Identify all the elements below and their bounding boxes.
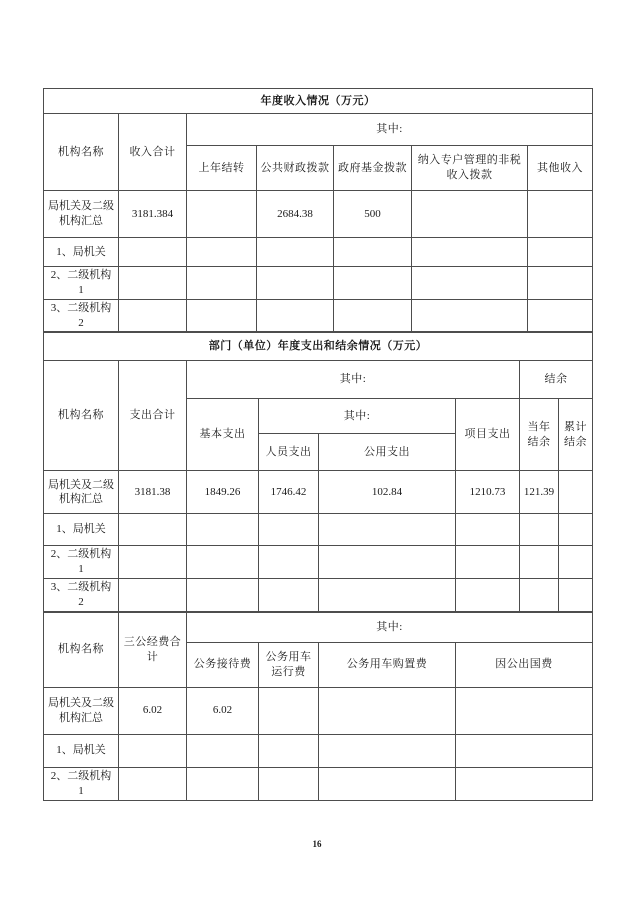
expense-table-title: 部门（单位）年度支出和结余情况（万元）	[44, 333, 593, 361]
data-cell	[259, 579, 319, 612]
data-cell	[119, 579, 187, 612]
three-public-header-vehicle-purchase: 公务用车购置费	[319, 642, 456, 687]
data-cell: 1746.42	[259, 471, 319, 514]
data-cell	[520, 514, 559, 546]
income-header-public-finance: 公共财政拨款	[257, 146, 334, 191]
data-cell	[259, 546, 319, 579]
data-cell	[187, 514, 259, 546]
data-cell	[528, 299, 593, 332]
data-cell: 121.39	[520, 471, 559, 514]
data-cell	[456, 767, 593, 800]
data-cell	[257, 238, 334, 267]
data-cell	[334, 267, 412, 300]
expense-table	[43, 332, 593, 611]
data-cell	[187, 767, 259, 800]
income-header-nontax: 纳入专户管理的非税收入拨款	[412, 146, 528, 191]
data-cell	[187, 734, 259, 767]
tables-container	[43, 88, 592, 801]
table-row	[44, 687, 593, 734]
data-cell	[187, 579, 259, 612]
data-cell	[559, 579, 593, 612]
data-cell	[259, 734, 319, 767]
data-cell	[119, 514, 187, 546]
data-cell	[119, 267, 187, 300]
data-cell	[528, 267, 593, 300]
three-public-table	[43, 612, 593, 801]
data-cell	[319, 767, 456, 800]
data-cell	[319, 734, 456, 767]
expense-header-among2: 其中:	[259, 399, 456, 434]
data-cell	[119, 546, 187, 579]
data-cell	[412, 191, 528, 238]
data-cell	[119, 299, 187, 332]
page-number: 16	[312, 839, 322, 849]
row-label: 2、二级机构 1	[44, 267, 119, 300]
three-public-header-among: 其中:	[187, 612, 593, 642]
row-label: 局机关及二级机构汇总	[44, 687, 119, 734]
row-label: 1、局机关	[44, 238, 119, 267]
expense-header-among: 其中:	[187, 361, 520, 399]
expense-header-project: 项目支出	[456, 399, 520, 471]
data-cell	[187, 546, 259, 579]
row-label: 局机关及二级机构汇总	[44, 471, 119, 514]
expense-header-public: 公用支出	[319, 434, 456, 471]
three-public-header-reception: 公务接待费	[187, 642, 259, 687]
data-cell	[456, 734, 593, 767]
data-cell: 3181.384	[119, 191, 187, 238]
row-label: 1、局机关	[44, 734, 119, 767]
data-cell: 6.02	[119, 687, 187, 734]
row-label: 3、二级机构 2	[44, 579, 119, 612]
data-cell	[257, 267, 334, 300]
data-cell	[319, 687, 456, 734]
table-row	[44, 579, 593, 612]
expense-header-total: 支出合计	[119, 361, 187, 471]
income-header-among: 其中:	[187, 114, 593, 146]
expense-header-cumulative-balance: 累计结余	[559, 399, 593, 471]
table-row	[44, 514, 593, 546]
data-cell	[334, 299, 412, 332]
data-cell	[456, 514, 520, 546]
data-cell	[334, 238, 412, 267]
table-row	[44, 767, 593, 800]
expense-header-basic: 基本支出	[187, 399, 259, 471]
data-cell	[412, 238, 528, 267]
data-cell	[187, 191, 257, 238]
three-public-header-total: 三公经费合计	[119, 612, 187, 687]
expense-header-balance: 结余	[520, 361, 593, 399]
three-public-header-org: 机构名称	[44, 612, 119, 687]
data-cell	[520, 546, 559, 579]
table-row	[44, 471, 593, 514]
data-cell	[520, 579, 559, 612]
data-cell	[259, 514, 319, 546]
data-cell	[119, 238, 187, 267]
income-header-other: 其他收入	[528, 146, 593, 191]
income-table-title: 年度收入情况（万元）	[44, 89, 593, 114]
data-cell: 1210.73	[456, 471, 520, 514]
table-row	[44, 238, 593, 267]
row-label: 2、二级机构 1	[44, 546, 119, 579]
data-cell	[187, 267, 257, 300]
data-cell	[319, 514, 456, 546]
table-row	[44, 299, 593, 332]
data-cell	[259, 687, 319, 734]
data-cell	[319, 579, 456, 612]
data-cell	[187, 238, 257, 267]
data-cell	[456, 687, 593, 734]
three-public-header-abroad: 因公出国费	[456, 642, 593, 687]
data-cell: 6.02	[187, 687, 259, 734]
data-cell: 1849.26	[187, 471, 259, 514]
three-public-header-vehicle-operation: 公务用车运行费	[259, 642, 319, 687]
row-label: 3、二级机构 2	[44, 299, 119, 332]
data-cell: 102.84	[319, 471, 456, 514]
income-header-org: 机构名称	[44, 114, 119, 191]
data-cell	[559, 514, 593, 546]
row-label: 1、局机关	[44, 514, 119, 546]
data-cell	[456, 579, 520, 612]
data-cell	[412, 299, 528, 332]
row-label: 局机关及二级机构汇总	[44, 191, 119, 238]
income-table	[43, 88, 593, 332]
data-cell	[119, 734, 187, 767]
data-cell: 500	[334, 191, 412, 238]
data-cell	[412, 267, 528, 300]
data-cell	[559, 546, 593, 579]
data-cell	[528, 191, 593, 238]
table-row	[44, 267, 593, 300]
income-header-gov-fund: 政府基金拨款	[334, 146, 412, 191]
data-cell	[187, 299, 257, 332]
income-header-total: 收入合计	[119, 114, 187, 191]
data-cell: 2684.38	[257, 191, 334, 238]
data-cell	[257, 299, 334, 332]
row-label: 2、二级机构 1	[44, 767, 119, 800]
data-cell	[456, 546, 520, 579]
data-cell	[319, 546, 456, 579]
expense-header-personnel: 人员支出	[259, 434, 319, 471]
data-cell	[559, 471, 593, 514]
table-row	[44, 191, 593, 238]
expense-header-org: 机构名称	[44, 361, 119, 471]
table-row	[44, 546, 593, 579]
data-cell	[119, 767, 187, 800]
income-header-carryover: 上年结转	[187, 146, 257, 191]
data-cell: 3181.38	[119, 471, 187, 514]
data-cell	[528, 238, 593, 267]
data-cell	[259, 767, 319, 800]
expense-header-year-balance: 当年结余	[520, 399, 559, 471]
table-row	[44, 734, 593, 767]
